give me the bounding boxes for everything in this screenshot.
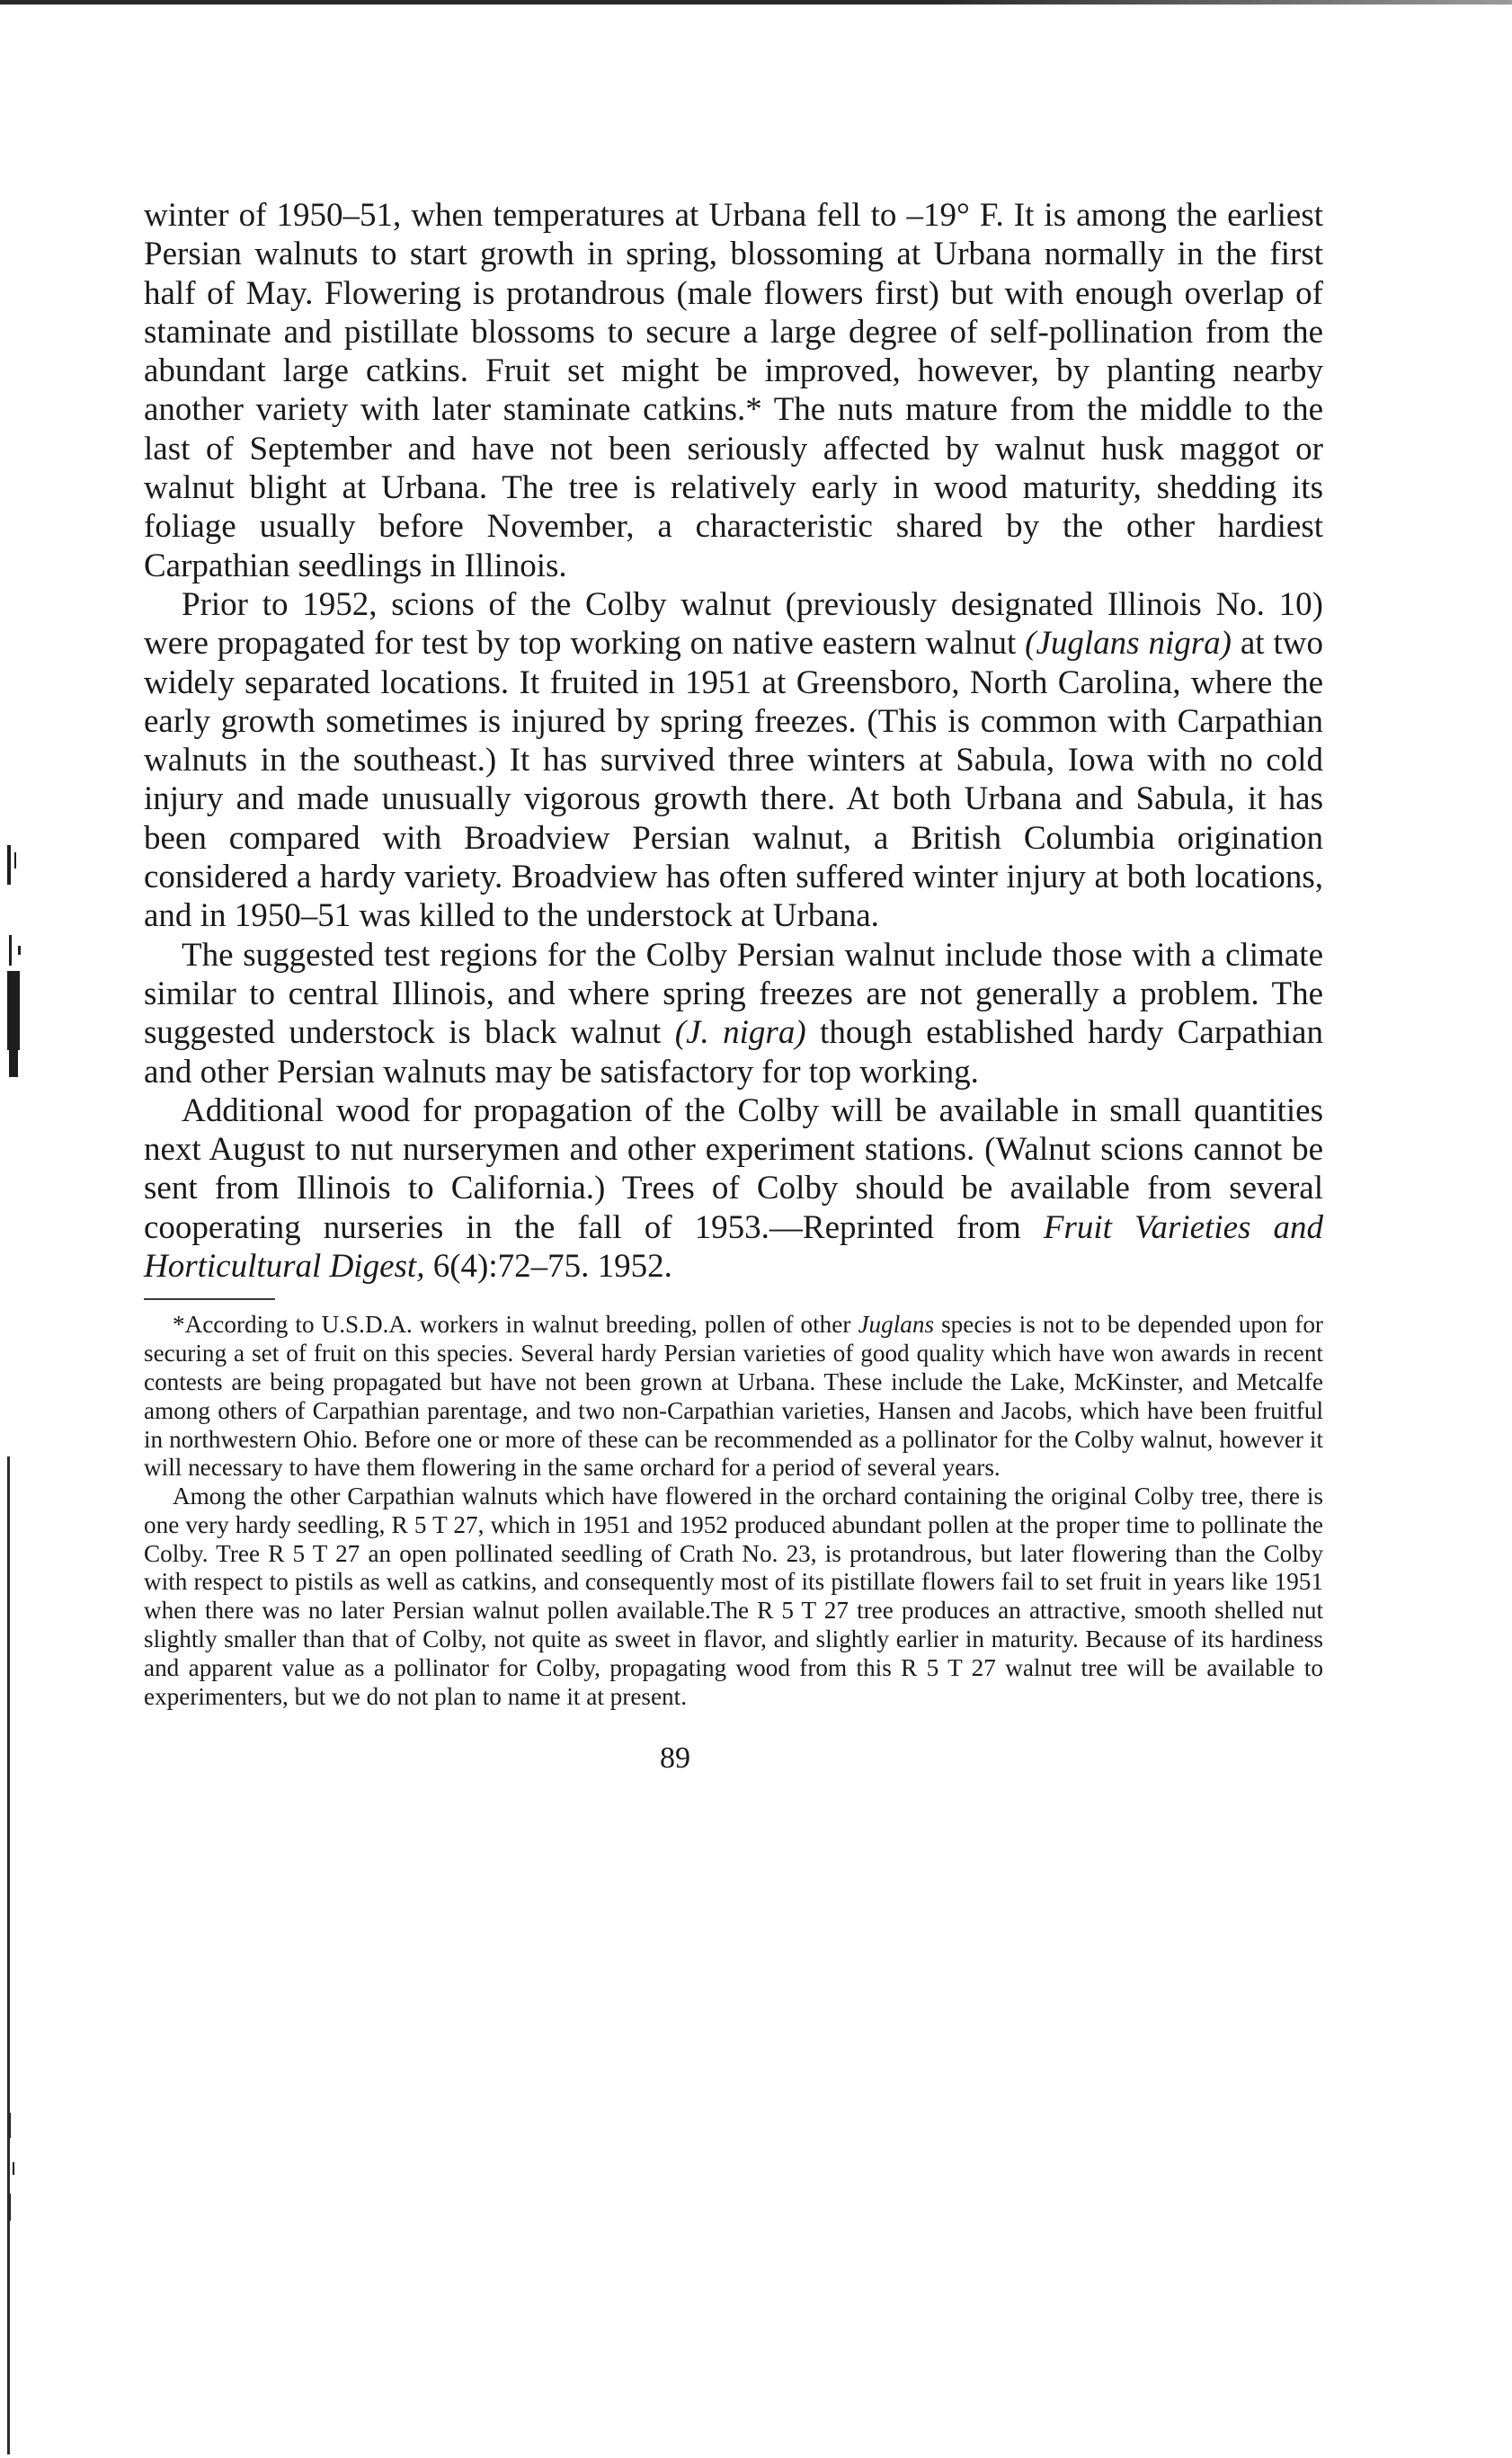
scan-edge-mark xyxy=(14,852,16,868)
article-body xyxy=(144,196,1323,1286)
body-paragraph xyxy=(144,936,1323,1091)
page-number: 89 xyxy=(660,1741,690,1776)
scan-edge-mark xyxy=(13,2162,14,2175)
text-run: The suggested test regions for the Colby Persian walnut include those with a climate similar to central Illinois, and where spring freezes are not generally a problem. The suggested understock is black walnut xyxy=(144,936,1323,1052)
italic-text: Fruit Varieties and Horticultural Digest, xyxy=(144,1208,1323,1286)
body-paragraph xyxy=(144,585,1323,936)
text-run: *According to U.S.D.A. workers in walnut breeding, pollen of other xyxy=(173,1311,858,1339)
text-run: at two widely separated locations. It fruited in 1951 at Greensboro, North Carolina, where the early growth sometimes is injured by spring freezes. (This is common with Carpathian walnuts in the southeast.) It has survived three winters at Sabula, Iowa with no cold injury and made unusually vigorous growth there. At both Urbana and Sabula, it has been compared with Broadview Persian walnut, a British Columbia origination considered a hardy variety. Broadview has often suffered winter injury at both locations, and in 1950–51 was killed to the understock at Urbana. xyxy=(144,625,1323,935)
scan-edge-mark xyxy=(9,935,12,966)
text-run: Prior to 1952, scions of the Colby walnut (previously designated Illinois No. 10) were propagated for test by top working on native eastern walnut xyxy=(144,585,1323,663)
scan-page-edge xyxy=(7,1456,10,2454)
text-column xyxy=(144,196,1323,1776)
footnote-paragraph xyxy=(144,1311,1323,1483)
scan-edge-mark xyxy=(18,946,21,955)
text-run: winter of 1950–51, when temperatures at Urbana fell to –19° F. It is among the earliest Persian walnuts to start growth in spring, blossoming at Urbana normally in the first half of May. Flowering is protandrous (male flowers first) but with enough overlap of staminate and pistillate blossoms to secure a large degree of self-pollination from the abundant large catkins. Fruit set might be improved, however, by planting nearby another variety with later staminate catkins.* The nuts mature from the middle to the last of September and have not been seriously affected by walnut husk maggot or walnut blight at Urbana. The tree is relatively early in wood maturity, shedding its foliage usually before November, a characteristic shared by the other hardiest Carpathian seedlings in Illinois. xyxy=(144,197,1323,584)
scan-edge-mark xyxy=(9,1050,18,1077)
italic-text: Juglans xyxy=(858,1311,935,1339)
text-run: species is not to be depended upon for securing a set of fruit on this species. Several hardy Persian varieties of good quality which have won awards in recent contests are being propagated but have not been grown at Urbana. These include the Lake, McKinster, and Metcalfe among others of Carpathian parentage, and two non-Carpathian varieties, Hansen and Jacobs, which have been fruitful in northwestern Ohio. Before one or more of these can be recommended as a pollinator for the Colby walnut, however it will necessary to have them flowering in the same orchard for a period of several years. xyxy=(144,1311,1323,1482)
scan-edge-mark xyxy=(7,971,20,1050)
body-paragraph xyxy=(144,1091,1323,1286)
text-run: Among the other Carpathian walnuts which have flowered in the orchard containing the original Colby tree, there is one very hardy seedling, R 5 T 27, which in 1951 and 1952 produced abundant pollen at the proper time to pollinate the Colby. Tree R 5 T 27 an open pollinated seedling of Crath No. 23, is protandrous, but later flowering than the Colby with respect to pistils as well as catkins, and consequently most of its pistillate flowers fail to set fruit in years like 1951 when there was no later Persian walnut pollen available.The R 5 T 27 tree produces an attractive, smooth shelled nut slightly smaller than that of Colby, not quite as sweet in flavor, and slightly earlier in maturity. Because of its hardiness and apparent value as a pollinator for Colby, propagating wood from this R 5 T 27 walnut tree will be available to experimenters, but we do not plan to name it at present. xyxy=(144,1483,1323,1710)
italic-text: (J. nigra) xyxy=(674,1014,806,1052)
footnotes xyxy=(144,1311,1323,1711)
body-paragraph xyxy=(144,196,1323,585)
top-border-rule xyxy=(0,0,1512,4)
text-run: Additional wood for propagation of the Colby will be available in small quantities next August to nut nurserymen and other experiment stations. (Walnut scions cannot be sent from Illinois to California.) Trees of Colby should be available from several cooperating nurseries in the fall of 1953.—Reprinted from xyxy=(144,1091,1323,1246)
scan-edge-mark xyxy=(7,845,11,885)
text-run: 6(4):72–75. 1952. xyxy=(424,1248,672,1286)
footnote-rule xyxy=(144,1298,275,1300)
text-run: though established hardy Carpathian and other Persian walnuts may be satisfactory for top working. xyxy=(144,1014,1323,1091)
footnote-paragraph xyxy=(144,1483,1323,1711)
italic-text: (Juglans nigra) xyxy=(1025,625,1232,663)
